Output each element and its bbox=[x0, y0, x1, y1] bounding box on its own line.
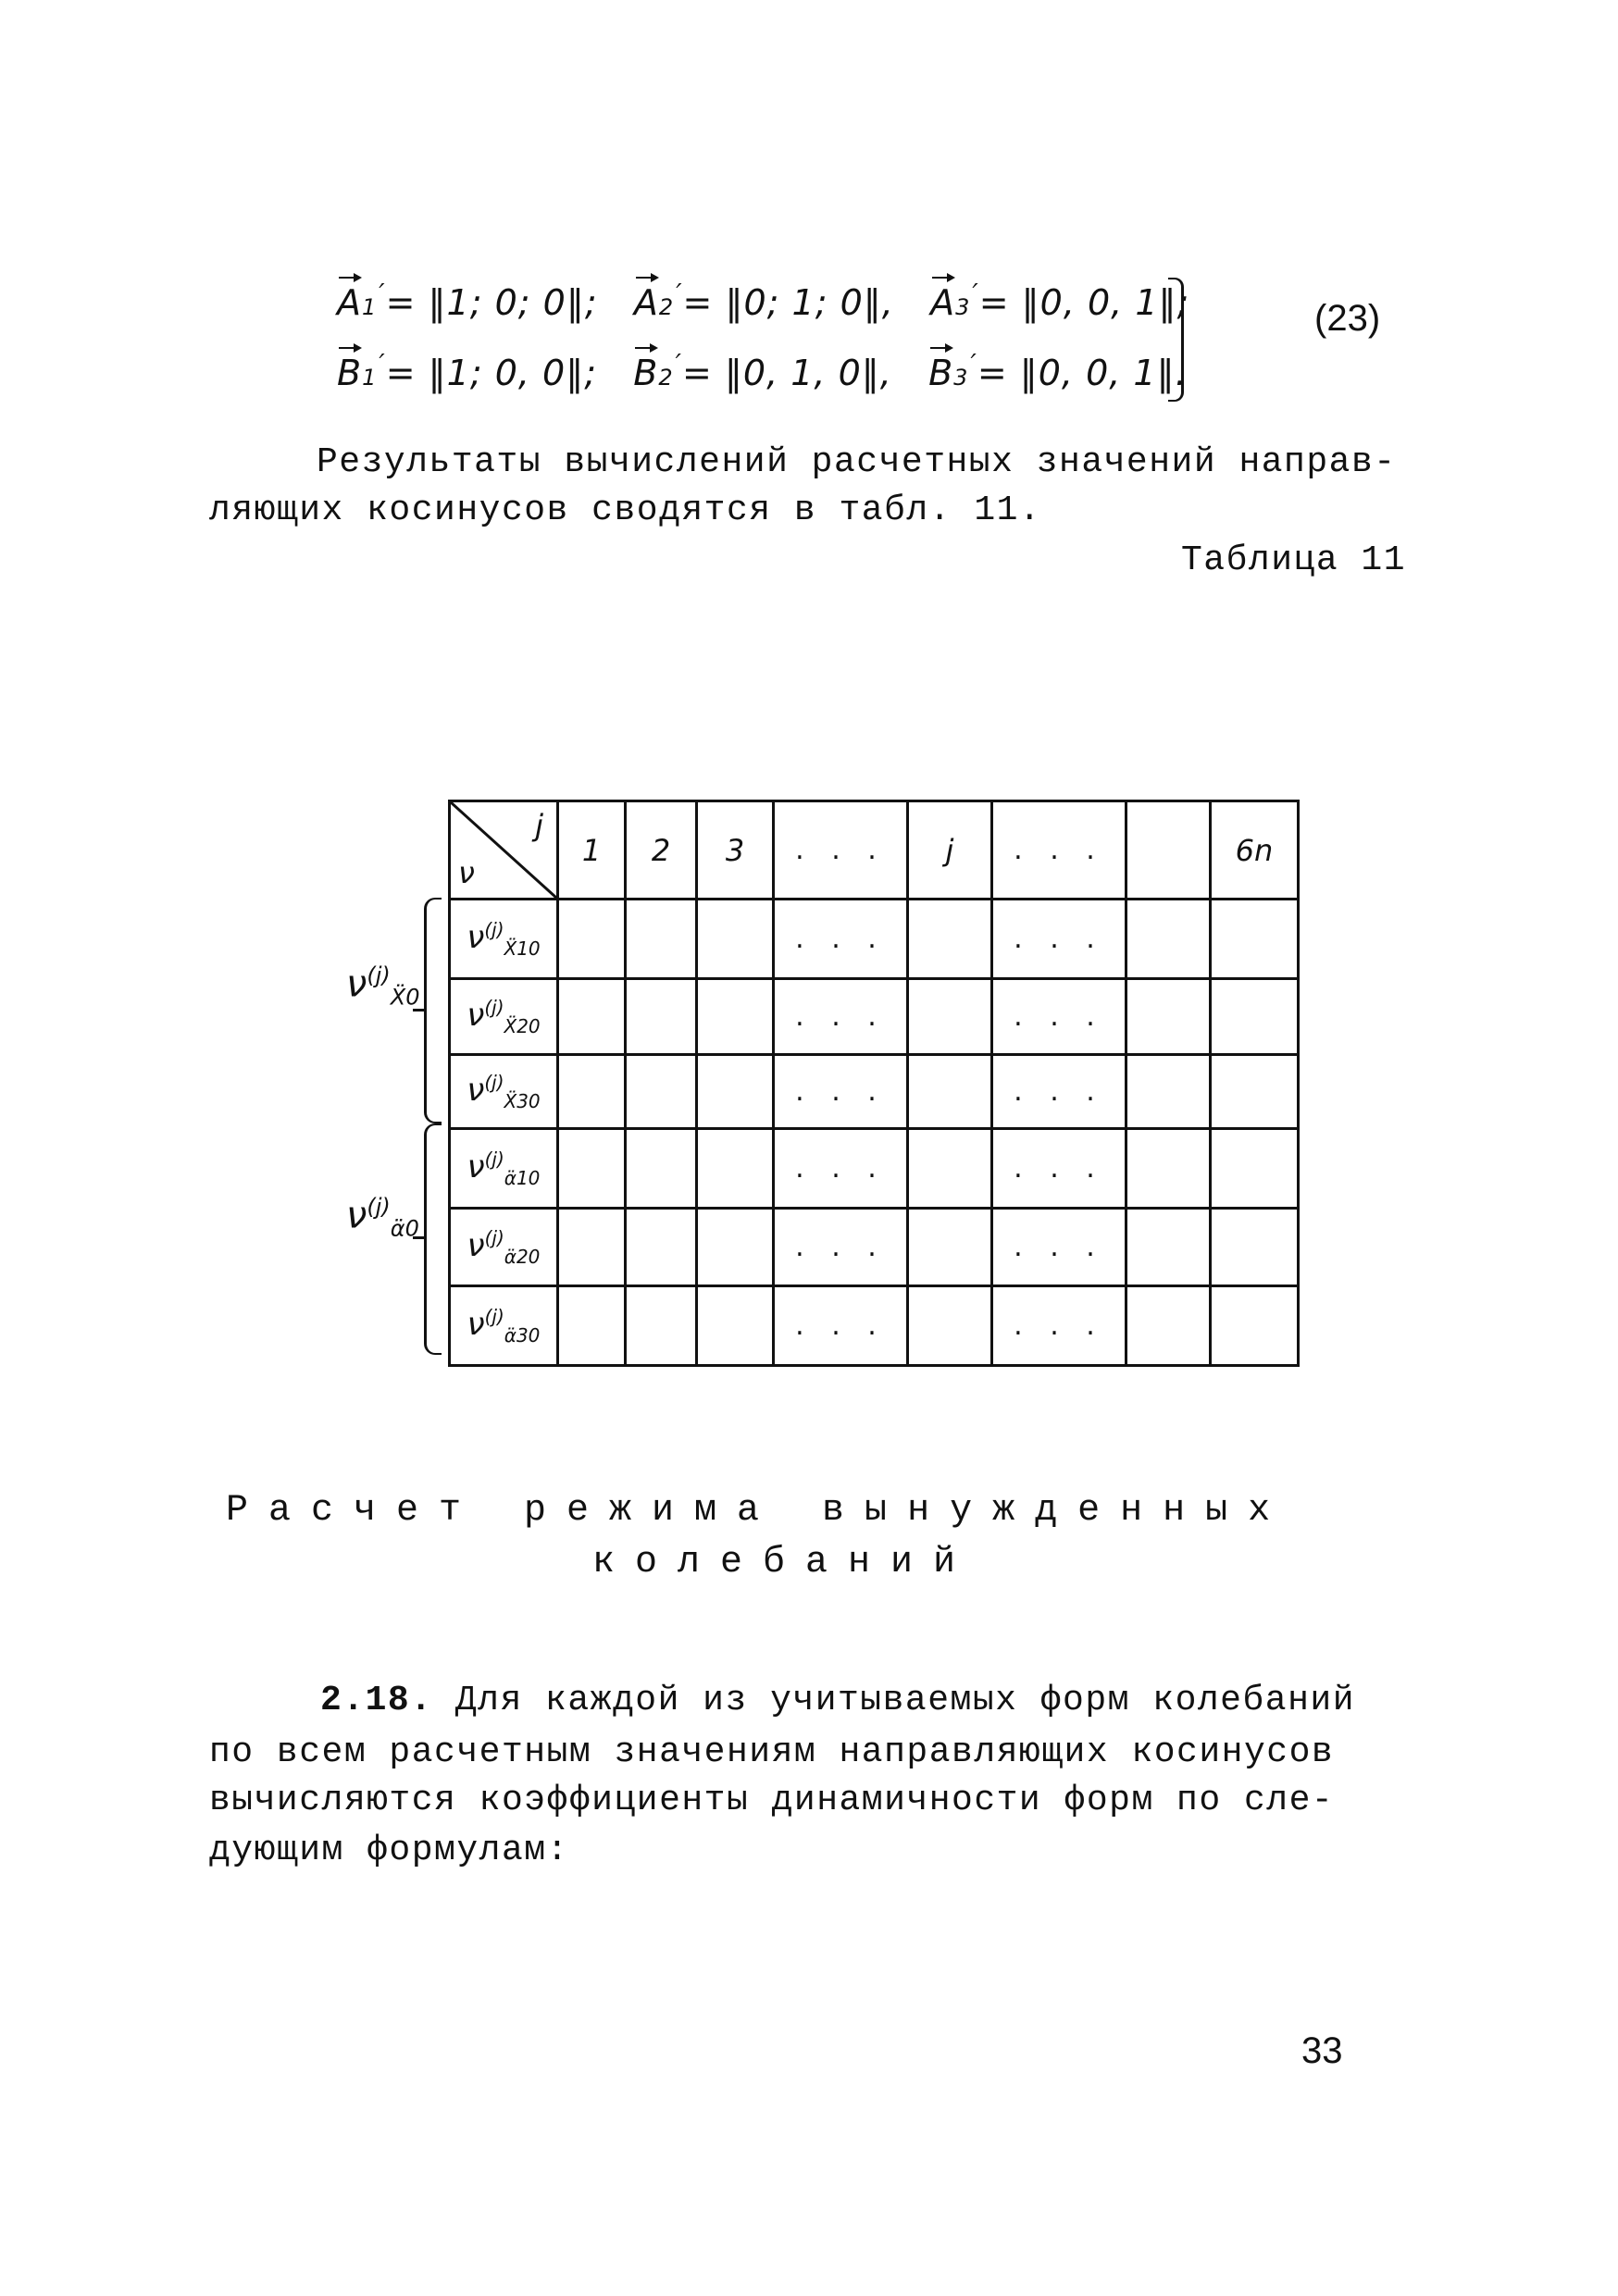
formula-line-1 bbox=[337, 278, 1189, 323]
row-label: $\nu^{(j)}_{\alphä20}$ bbox=[467, 1226, 541, 1268]
table-cell bbox=[697, 900, 774, 979]
table-cell bbox=[1211, 979, 1299, 1055]
table-cell bbox=[626, 1209, 697, 1286]
table-body bbox=[450, 900, 1299, 1366]
table-cell bbox=[1126, 900, 1211, 979]
paragraph-2-line-4: дующим формулам: bbox=[209, 1831, 569, 1870]
paragraph-2-line-1-text: Для каждой из учитываемых форм колебаний bbox=[454, 1681, 1355, 1720]
col-header-2: 2 bbox=[626, 801, 697, 900]
formula-term-a1: A1′= ‖1; 0; 0‖; bbox=[337, 278, 598, 323]
group-label-alpha: $\nu^{(j)}_{\alphä0}$ bbox=[346, 1194, 419, 1242]
row-label-cell bbox=[450, 1129, 558, 1209]
row-label-cell bbox=[450, 1055, 558, 1129]
table-cell bbox=[908, 1055, 992, 1129]
table-cell bbox=[908, 979, 992, 1055]
table-cell bbox=[1211, 1209, 1299, 1286]
table-row bbox=[450, 1129, 1299, 1209]
table-cell bbox=[1211, 900, 1299, 979]
table-cell bbox=[697, 1129, 774, 1209]
table-row bbox=[450, 1209, 1299, 1286]
table-cell: . . . bbox=[774, 900, 908, 979]
formula-line-2 bbox=[337, 348, 1188, 393]
table-corner-cell bbox=[450, 801, 558, 900]
table-cell bbox=[558, 900, 626, 979]
table-cell bbox=[1126, 1055, 1211, 1129]
corner-col-label: j bbox=[535, 808, 543, 843]
section-heading-line-1: Расчет режима вынужденных bbox=[226, 1490, 1291, 1532]
row-label: $\nu^{(j)}_{\alphä30}$ bbox=[467, 1305, 541, 1347]
formula-term-b2: B2′= ‖0, 1, 0‖, bbox=[633, 348, 892, 393]
col-header-empty bbox=[1126, 801, 1211, 900]
row-label-cell bbox=[450, 900, 558, 979]
table-cell bbox=[1211, 1129, 1299, 1209]
table-cell bbox=[697, 979, 774, 1055]
group-brace-x bbox=[424, 898, 442, 1123]
formula-term-a3: A3′= ‖0, 0, 1‖; bbox=[930, 278, 1190, 323]
table-cell bbox=[908, 1286, 992, 1366]
row-label: $\nu^{(j)}_{Ẍ20}$ bbox=[467, 996, 541, 1037]
table-cell: . . . bbox=[774, 1209, 908, 1286]
table-cell bbox=[558, 979, 626, 1055]
group-label-x: $\nu^{(j)}_{Ẍ0}$ bbox=[346, 962, 420, 1011]
paragraph-1-line-2: ляющих косинусов сводятся в табл. 11. bbox=[209, 490, 1042, 530]
table-header-row bbox=[450, 801, 1299, 900]
row-label: $\nu^{(j)}_{Ẍ30}$ bbox=[467, 1071, 541, 1112]
formula-term-b3: B3′= ‖0, 0, 1‖. bbox=[928, 348, 1188, 393]
formula-term-a2: A2′= ‖0; 1; 0‖, bbox=[633, 278, 894, 323]
row-label-cell bbox=[450, 1286, 558, 1366]
formula-term-b1: B1′= ‖1; 0, 0‖; bbox=[337, 348, 598, 393]
table-cell bbox=[1211, 1286, 1299, 1366]
section-heading-line-2: колебаний bbox=[592, 1542, 977, 1583]
table-row bbox=[450, 979, 1299, 1055]
table-cell bbox=[908, 1129, 992, 1209]
paragraph-1-line-1: Результаты вычислений расчетных значений направ- bbox=[317, 442, 1397, 482]
table-row bbox=[450, 1055, 1299, 1129]
formula-right-brace bbox=[1168, 278, 1184, 402]
paragraph-2-line-2: по всем расчетным значениям направляющих косинусов bbox=[209, 1732, 1335, 1772]
table-cell: . . . bbox=[992, 1055, 1126, 1129]
row-label-cell bbox=[450, 979, 558, 1055]
table-cell bbox=[626, 979, 697, 1055]
table-cell bbox=[908, 900, 992, 979]
col-header-j: j bbox=[908, 801, 992, 900]
corner-row-label: ν bbox=[458, 855, 475, 890]
table-cell bbox=[626, 1055, 697, 1129]
row-label: $\nu^{(j)}_{\alphä10}$ bbox=[467, 1148, 541, 1189]
table-cell bbox=[558, 1209, 626, 1286]
col-header-1: 1 bbox=[558, 801, 626, 900]
table-cell bbox=[908, 1209, 992, 1286]
table-row bbox=[450, 1286, 1299, 1366]
formula-number: (23) bbox=[1314, 298, 1381, 339]
paragraph-number: 2.18. bbox=[320, 1681, 433, 1720]
table-cell: . . . bbox=[992, 1129, 1126, 1209]
table-caption: Таблица 11 bbox=[1181, 540, 1407, 580]
col-header-dots-2: . . . bbox=[992, 801, 1126, 900]
table-cell: . . . bbox=[992, 900, 1126, 979]
table-cell bbox=[697, 1055, 774, 1129]
page-number: 33 bbox=[1301, 2030, 1343, 2071]
table-cell bbox=[1126, 1286, 1211, 1366]
paragraph-2-line-1 bbox=[320, 1681, 1355, 1720]
table-cell: . . . bbox=[992, 1286, 1126, 1366]
paragraph-2-line-3: вычисляются коэффициенты динамичности форм по сле- bbox=[209, 1781, 1335, 1820]
table-cell bbox=[626, 1286, 697, 1366]
table-cell bbox=[1211, 1055, 1299, 1129]
row-label: $\nu^{(j)}_{Ẍ10}$ bbox=[467, 918, 541, 960]
table-cell bbox=[626, 900, 697, 979]
col-header-dots-1: . . . bbox=[774, 801, 908, 900]
table-cell bbox=[558, 1129, 626, 1209]
table-row bbox=[450, 900, 1299, 979]
col-header-3: 3 bbox=[697, 801, 774, 900]
table-cell: . . . bbox=[774, 979, 908, 1055]
table-cell bbox=[697, 1286, 774, 1366]
table-cell: . . . bbox=[992, 979, 1126, 1055]
data-table bbox=[448, 800, 1300, 1367]
table-cell bbox=[558, 1286, 626, 1366]
table-cell: . . . bbox=[992, 1209, 1126, 1286]
group-brace-alpha bbox=[424, 1123, 442, 1355]
table-cell: . . . bbox=[774, 1055, 908, 1129]
table-cell bbox=[558, 1055, 626, 1129]
table-cell: . . . bbox=[774, 1286, 908, 1366]
table-cell: . . . bbox=[774, 1129, 908, 1209]
table-cell bbox=[1126, 979, 1211, 1055]
row-label-cell bbox=[450, 1209, 558, 1286]
table-cell bbox=[626, 1129, 697, 1209]
table-cell bbox=[1126, 1129, 1211, 1209]
col-header-6n: 6n bbox=[1211, 801, 1299, 900]
table-cell bbox=[697, 1209, 774, 1286]
table-cell bbox=[1126, 1209, 1211, 1286]
